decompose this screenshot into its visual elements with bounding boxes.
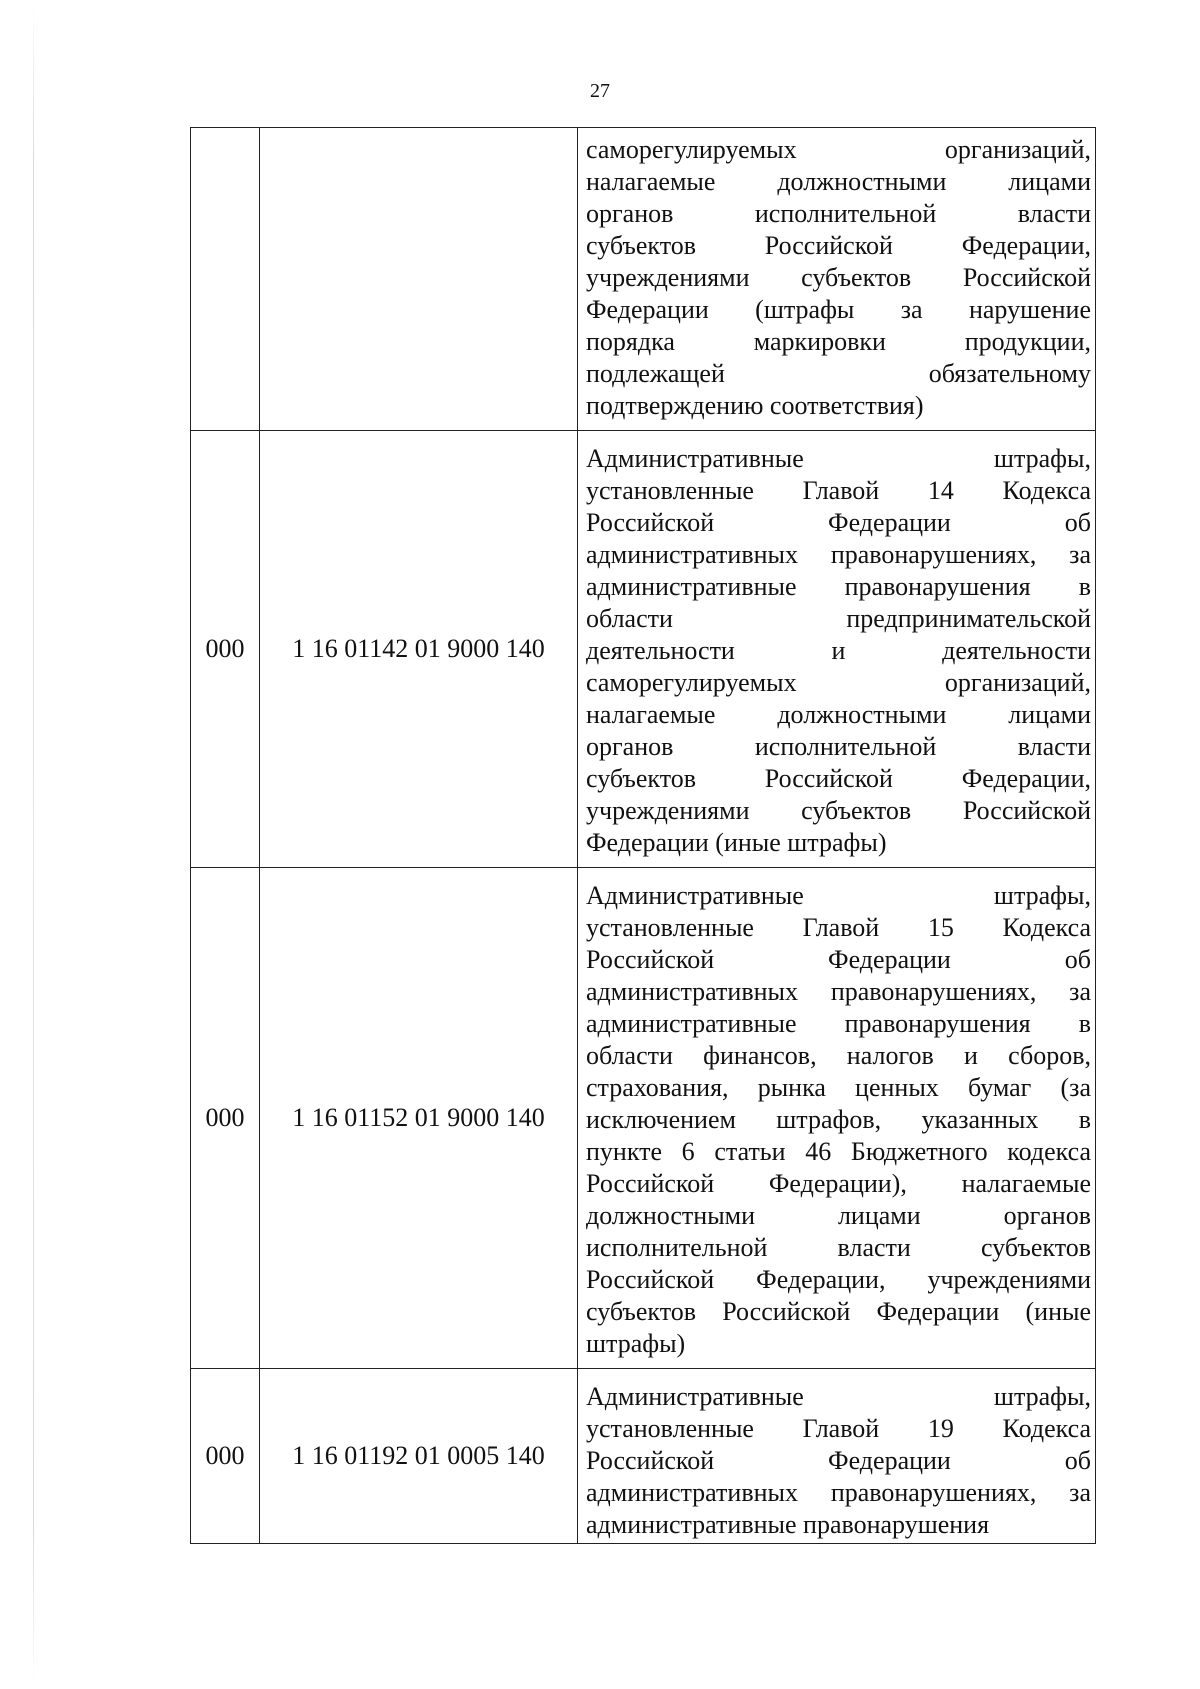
- description-line: деятельности и деятельности: [586, 636, 1091, 665]
- description-line: саморегулируемых организаций,: [586, 135, 1091, 164]
- description-line: установленные Главой 15 Кодекса: [586, 913, 1091, 942]
- description-line: субъектов Российской Федерации,: [586, 231, 1091, 260]
- description-line: административных правонарушениях, за: [586, 977, 1091, 1006]
- table-row: [191, 1369, 1096, 1544]
- description-line: установленные Главой 19 Кодекса: [586, 1414, 1091, 1443]
- kbk-code-cell: 1 16 01152 01 9000 140: [260, 868, 578, 1369]
- description-line: страхования, рынка ценных бумаг (за: [586, 1073, 1091, 1102]
- admin-code-cell: [191, 128, 260, 431]
- admin-code-cell: 000: [191, 868, 260, 1369]
- description-line: субъектов Российской Федерации (иные: [586, 1297, 1091, 1326]
- admin-code-cell: 000: [191, 1369, 260, 1544]
- page-number: 27: [590, 80, 610, 102]
- description-line: порядка маркировки продукции,: [586, 327, 1091, 356]
- description-line: исключением штрафов, указанных в: [586, 1105, 1091, 1134]
- description-cell: [578, 868, 1096, 1369]
- description-line: Российской Федерации об: [586, 508, 1091, 537]
- admin-code-cell: 000: [191, 431, 260, 868]
- description-line: области предпринимательской: [586, 604, 1091, 633]
- description-line: налагаемые должностными лицами: [586, 167, 1091, 196]
- description-line: саморегулируемых организаций,: [586, 668, 1091, 697]
- description-cell: [578, 431, 1096, 868]
- description-line: исполнительной власти субъектов: [586, 1233, 1091, 1262]
- description-line: пункте 6 статьи 46 Бюджетного кодекса: [586, 1137, 1091, 1166]
- description-line: Административные штрафы,: [586, 444, 1091, 473]
- table-body: [191, 128, 1096, 1544]
- description-cell: [578, 128, 1096, 431]
- description-line: административные правонарушения в: [586, 1009, 1091, 1038]
- description-line: Российской Федерации, учреждениями: [586, 1265, 1091, 1294]
- description-line: Федерации (иные штрафы): [586, 828, 887, 857]
- description-line: установленные Главой 14 Кодекса: [586, 476, 1091, 505]
- description-line: Административные штрафы,: [586, 1382, 1091, 1411]
- table-row: [191, 868, 1096, 1369]
- description-line: административных правонарушениях, за: [586, 540, 1091, 569]
- description-line: налагаемые должностными лицами: [586, 700, 1091, 729]
- description-line: административных правонарушениях, за: [586, 1478, 1091, 1507]
- kbk-code-cell: 1 16 01142 01 9000 140: [260, 431, 578, 868]
- budget-codes-table: [190, 127, 1096, 1544]
- description-line: Российской Федерации об: [586, 945, 1091, 974]
- description-line: учреждениями субъектов Российской: [586, 796, 1091, 825]
- description-line: субъектов Российской Федерации,: [586, 764, 1091, 793]
- scan-edge-line: [33, 0, 34, 1689]
- description-line: органов исполнительной власти: [586, 732, 1091, 761]
- description-line: Федерации (штрафы за нарушение: [586, 295, 1091, 324]
- description-line: Российской Федерации), налагаемые: [586, 1169, 1091, 1198]
- kbk-code-cell: 1 16 01192 01 0005 140: [260, 1369, 578, 1544]
- description-line: штрафы): [586, 1329, 686, 1358]
- table-row: [191, 128, 1096, 431]
- description-line: административные правонарушения в: [586, 572, 1091, 601]
- description-line: органов исполнительной власти: [586, 199, 1091, 228]
- table-row: [191, 431, 1096, 868]
- description-cell: [578, 1369, 1096, 1544]
- description-line: учреждениями субъектов Российской: [586, 263, 1091, 292]
- description-line: области финансов, налогов и сборов,: [586, 1041, 1091, 1070]
- description-line: Российской Федерации об: [586, 1446, 1091, 1475]
- kbk-code-cell: [260, 128, 578, 431]
- description-line: административные правонарушения: [586, 1510, 990, 1539]
- description-line: подлежащей обязательному: [586, 359, 1091, 388]
- description-line: подтверждению соответствия): [586, 391, 924, 420]
- description-line: Административные штрафы,: [586, 881, 1091, 910]
- description-line: должностными лицами органов: [586, 1201, 1091, 1230]
